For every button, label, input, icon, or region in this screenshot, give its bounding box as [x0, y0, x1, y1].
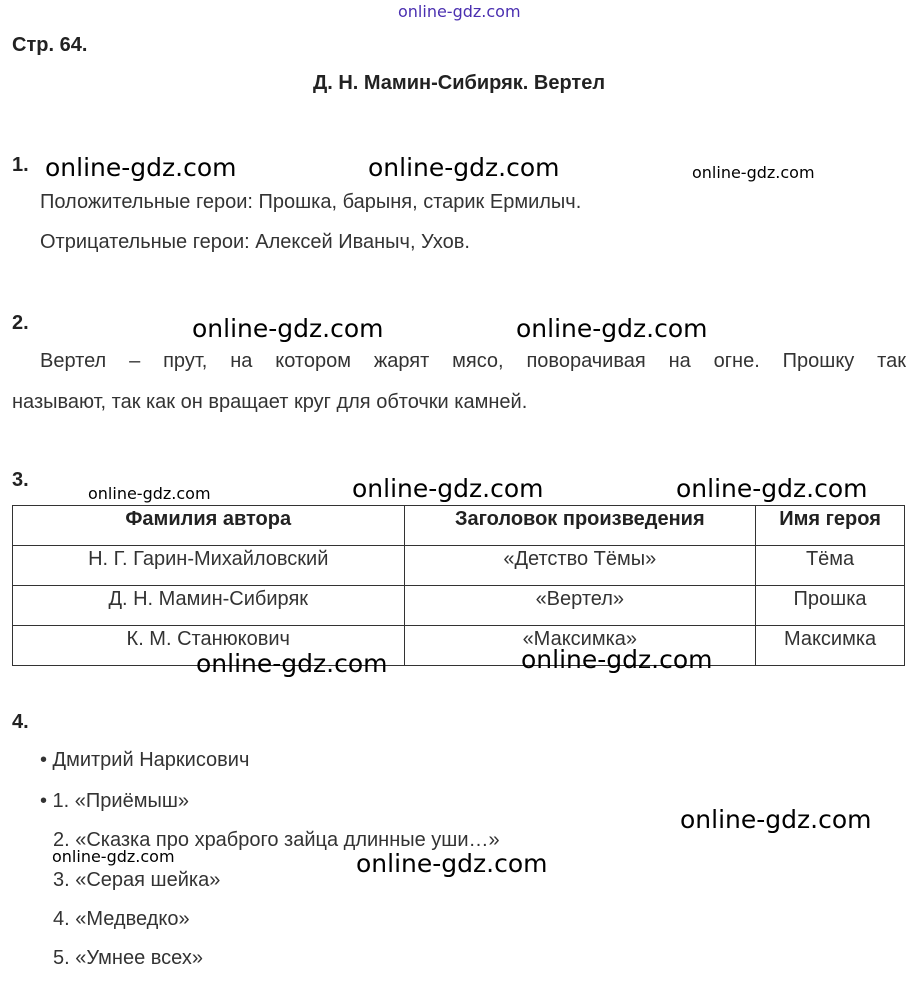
watermark: online-gdz.com [192, 314, 384, 343]
works-list-bullet: • 1. «Приёмыш» [40, 790, 190, 812]
watermark: online-gdz.com [692, 163, 815, 182]
question-3-number: 3. [12, 469, 29, 491]
watermark: online-gdz.com [676, 474, 868, 503]
cell-author: Н. Г. Гарин-Михайловский [13, 546, 405, 586]
question-2-number: 2. [12, 312, 29, 334]
watermark: online-gdz.com [521, 645, 713, 674]
question-4-number: 4. [12, 711, 29, 733]
header-title: Заголовок произведения [404, 506, 756, 546]
watermark: online-gdz.com [352, 474, 544, 503]
cell-hero: Тёма [756, 546, 905, 586]
positive-heroes-text: Положительные герои: Прошка, барыня, старик Ермилыч. [40, 191, 582, 213]
cell-author: Д. Н. Мамин-Сибиряк [13, 586, 405, 626]
table-row [13, 586, 905, 626]
page-number: Стр. 64. [12, 34, 88, 56]
works-list-item: 4. «Медведко» [53, 908, 190, 930]
watermark: online-gdz.com [88, 484, 211, 503]
works-list-item: 2. «Сказка про храброго зайца длинные уши…» [53, 829, 500, 851]
cell-title: «Максимка» [404, 626, 756, 666]
cell-hero: Максимка [756, 626, 905, 666]
header-hero: Имя героя [756, 506, 905, 546]
page-title: Д. Н. Мамин-Сибиряк. Вертел [312, 72, 606, 94]
author-name-bullet: • Дмитрий Наркисович [40, 749, 250, 771]
watermark-top: online-gdz.com [398, 2, 521, 21]
watermark: online-gdz.com [196, 649, 388, 678]
authors-table [12, 505, 905, 666]
watermark: online-gdz.com [52, 847, 175, 866]
negative-heroes-text: Отрицательные герои: Алексей Иваныч, Ухов. [40, 231, 470, 253]
table-row [13, 626, 905, 666]
cell-title: «Детство Тёмы» [404, 546, 756, 586]
works-list-item: 3. «Серая шейка» [53, 869, 221, 891]
watermark: online-gdz.com [45, 153, 237, 182]
header-author: Фамилия автора [13, 506, 405, 546]
watermark: online-gdz.com [516, 314, 708, 343]
works-list-item: 5. «Умнее всех» [53, 947, 203, 969]
question-1-number: 1. [12, 154, 29, 176]
table-header-row [13, 506, 905, 546]
cell-hero: Прошка [756, 586, 905, 626]
cell-author: К. М. Станюкович [13, 626, 405, 666]
table-row [13, 546, 905, 586]
vertel-definition-line-2: называют, так как он вращает круг для обточки камней. [12, 391, 528, 413]
watermark: online-gdz.com [356, 849, 548, 878]
watermark: online-gdz.com [368, 153, 560, 182]
watermark: online-gdz.com [680, 805, 872, 834]
cell-title: «Вертел» [404, 586, 756, 626]
vertel-definition-line-1: Вертел – прут, на котором жарят мясо, поворачивая на огне. Прошку так [40, 350, 906, 372]
